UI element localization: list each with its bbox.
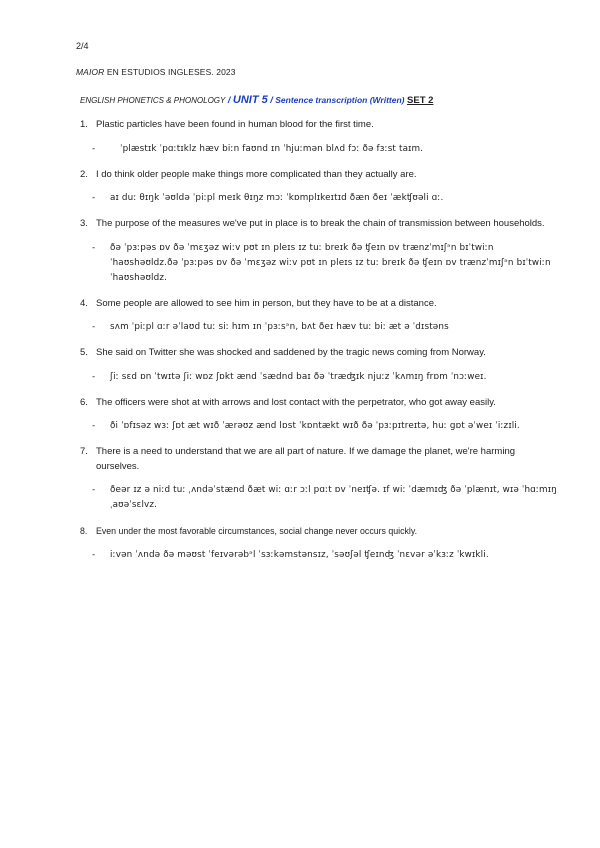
item-number: 6.	[80, 396, 88, 408]
transcription	[80, 191, 558, 206]
exercise-item-8	[80, 524, 558, 563]
item-number: 1.	[80, 119, 88, 130]
transcription-text: ʃiː sɛd ɒn ˈtwɪtə ʃiː wɒz ʃɒkt ænd ˈsædnd baɪ ðə ˈtræʤɪk njuːz ˈkʌmɪŋ frɒm ˈnɔːweɪ.	[110, 371, 487, 382]
header-title: ENGLISH PHONETICS & PHONOLOGY	[80, 96, 226, 105]
transcription	[80, 142, 558, 157]
sentence-text: The purpose of the measures we've put in place is to break the chain of transmission between households.	[96, 218, 545, 229]
dash-bullet: -	[92, 242, 96, 253]
sentence-text: She said on Twitter she was shocked and saddened by the tragic news coming from Norway.	[96, 347, 486, 358]
transcription	[80, 548, 558, 563]
sentence-text: The officers were shot at with arrows and lost contact with the perpetrator, who got away easily.	[96, 396, 496, 408]
course-rest: EN ESTUDIOS INGLESES. 2023	[104, 67, 236, 77]
sentence	[80, 118, 558, 133]
header-unit: UNIT 5	[232, 94, 268, 106]
dash-bullet: -	[92, 193, 96, 203]
transcription-text: iːvən ˈʌndə ðə məʊst ˈfeɪvərəbᵊl ˈsɜːkəmstənsɪz, ˈsəʊʃəl ʧeɪnʤ ˈnɛvər əˈkɜːz ˈkwɪkli.	[110, 549, 489, 560]
exercise-list	[80, 118, 558, 574]
item-number: 2.	[80, 168, 88, 180]
document-header	[80, 94, 433, 106]
exercise-item-2	[80, 168, 558, 207]
header-set: SET 2	[407, 95, 434, 106]
sentence-text: Plastic particles have been found in human blood for the first time.	[96, 119, 374, 130]
sentence	[80, 168, 558, 183]
sentence	[80, 396, 558, 411]
transcription	[80, 419, 558, 434]
sentence-text: Some people are allowed to see him in person, but they have to be at a distance.	[96, 297, 437, 309]
exercise-item-5	[80, 346, 558, 385]
sentence-text: I do think older people make things more complicated than they actually are.	[96, 168, 417, 180]
sentence	[80, 297, 558, 312]
course-title	[76, 67, 236, 77]
item-number: 8.	[80, 526, 88, 536]
item-number: 7.	[80, 446, 88, 457]
sentence	[80, 445, 558, 474]
transcription	[80, 320, 558, 335]
exercise-item-7	[80, 445, 558, 513]
sentence-text: Even under the most favorable circumstances, social change never occurs quickly.	[96, 526, 418, 536]
header-slash-2: /	[267, 95, 276, 105]
item-number: 4.	[80, 297, 88, 309]
transcription-text: ðə ˈpɜːpəs ɒv ðə ˈmɛʒəz wiːv pʊt ɪn pleɪs ɪz tuː breɪk ðə ʧeɪn ɒv trænzˈmɪʃᵊn bɪˈtwiːn ˈhaʊshəʊldz.ðə ˈpɜːpəs ɒv ðə ˈmɛʒəz wiːv pʊt ɪn pleɪs ɪz tuː breɪk ðə ʧeɪn ɒv trænzˈmɪʃᵊn bɪˈtwiːn ˈhaʊshəʊldz.	[110, 242, 551, 283]
exercise-item-6	[80, 396, 558, 435]
dash-bullet: -	[92, 322, 96, 332]
dash-bullet: -	[92, 143, 96, 154]
exercise-item-1	[80, 118, 558, 157]
course-maior: MAIOR	[76, 67, 105, 77]
exercise-item-3	[80, 217, 558, 286]
transcription-text: aɪ duː θɪŋk ˈəʊldə ˈpiːpl meɪk θɪŋz mɔː ˈkɒmplɪkeɪtɪd ðæn ðeɪ ˈækʧʊəli ɑː.	[110, 193, 444, 203]
transcription	[80, 370, 558, 385]
transcription-text: ði ˈɒfɪsəz wɜː ʃɒt æt wɪð ˈærəʊz ænd lɒst ˈkɒntækt wɪð ðə ˈpɜːpɪtreɪtə, huː gɒt əˈweɪ ˈiːzɪli.	[110, 421, 520, 431]
exercise-item-4	[80, 297, 558, 336]
sentence	[80, 346, 558, 361]
item-number: 5.	[80, 347, 88, 358]
dash-bullet: -	[92, 549, 96, 560]
header-slash-1: /	[225, 95, 233, 105]
sentence	[80, 524, 558, 539]
dash-bullet: -	[92, 421, 96, 431]
page-number: 2/4	[76, 41, 89, 51]
header-subtitle: Sentence transcription (Written)	[275, 95, 405, 105]
dash-bullet: -	[92, 371, 96, 382]
transcription	[80, 483, 558, 513]
item-number: 3.	[80, 218, 88, 229]
transcription	[80, 241, 558, 286]
sentence	[80, 217, 558, 232]
transcription-text: ˈplæstɪk ˈpɑːtɪklz hæv biːn faʊnd ɪn ˈhjuːmən blʌd fɔː ðə fɜːst taɪm.	[120, 143, 424, 154]
dash-bullet: -	[92, 485, 96, 495]
transcription-text: sʌm ˈpiːpl ɑːr əˈlaʊd tuː siː hɪm ɪn ˈpɜːsᵊn, bʌt ðeɪ hæv tuː biː æt ə ˈdɪstəns	[110, 322, 449, 332]
sentence-text: There is a need to understand that we are all part of nature. If we damage the planet, we're harming ourselves.	[96, 446, 516, 472]
transcription-text: ðeər ɪz ə niːd tuː ˌʌndəˈstænd ðæt wiː ɑːr ɔːl pɑːt ɒv ˈneɪʧə. ɪf wiː ˈdæmɪʤ ðə ˈplænɪt, wɪə ˈhɑːmɪŋ ˌaʊəˈsɛlvz.	[110, 485, 557, 510]
